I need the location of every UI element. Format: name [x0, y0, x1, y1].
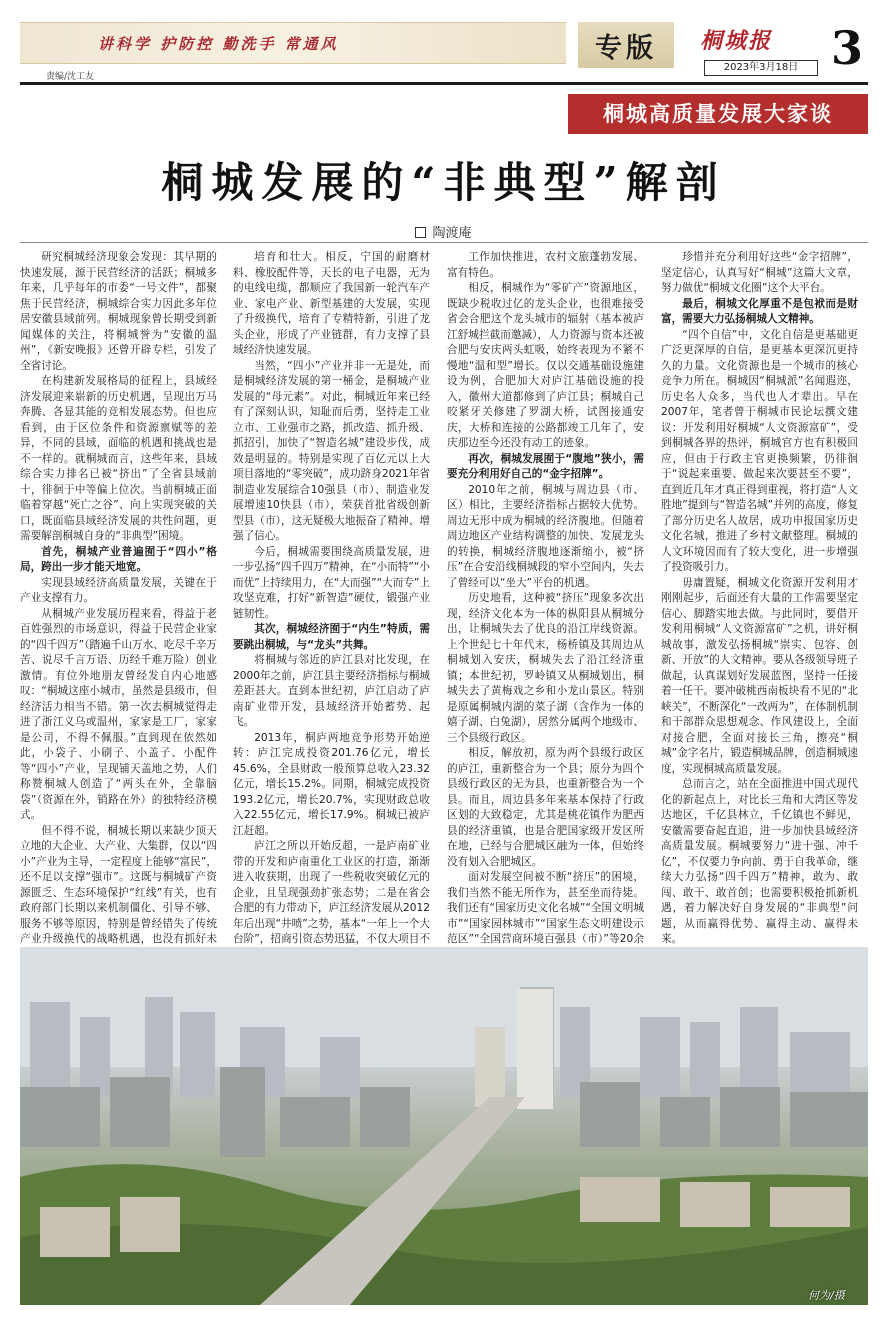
paragraph: 工作加快推进，农村文旅蓬勃发展、富有特色。	[447, 251, 644, 279]
paragraph: 但不得不说，桐城长期以来缺少顶天立地的大企业、大产业、大集群，仅以“四小”产业为主导，一定程度上能够“富民”，还不足以支撑“强市”。这既与桐城矿产资源匮乏、生态环境保护“红线”有关，也有政府部门长期以来机制僵化、引导不够、服务不够等原因，特别是曾经错失了传统产业升级换代的战略机遇，也没有抓好未	[20, 824, 217, 945]
article-title: 桐城发展的“非典型”解剖	[161, 158, 726, 207]
paragraph: 历史地看，这种被“挤压”现象多次出现，经济文化本为一体的枞阳县从桐城分出，让桐城失去了优良的沿江岸线资源。上个世纪七十年代末，杨桥镇及其周边从桐城划入安庆，桐城失去了沿江经济重镇；本世纪初，罗岭镇又从桐城划出，桐城失去了黄梅戏之乡和小龙山景区。特别是原属桐城内湖的菜子湖（含作为一体的嬉子湖、白兔湖），居然分属两个地级市、三个县级行政区。	[447, 592, 644, 744]
text-column-2	[233, 250, 430, 945]
paper-logo: 桐城报	[700, 28, 773, 54]
author-name: 陶渡庵	[432, 226, 472, 241]
paragraph: 再次，桐城发展囿于“腹地”狭小，需要充分利用好自己的“金字招牌”。	[447, 452, 644, 480]
paragraph: 在构建新发展格局的征程上，县域经济发展迎来崭新的历史机遇，呈现出万马奔腾、各显其能的竞相发展态势。但也应看到，由于区位条件和资源禀赋等的差异，不同的县域，面临的机遇和挑战也是不一样的。就桐城而言，这些年来，县域综合实力排名已被“挤出”了全省县域前十，徘徊于中等偏上位次。当前桐城正面临着穿越“死亡之谷”、向上实现突破的关口，既面临县域经济发展的共性问题，更需要解剖桐城自身的“非典型”困境。	[20, 375, 217, 542]
page-number: 3	[830, 21, 863, 75]
editor-credit: 责编/沈工友	[46, 72, 95, 82]
paragraph: 总而言之，站在全面推进中国式现代化的新起点上，对比长三角和大湾区等发达地区，千亿县林立，千亿镇也不鲜见，安徽需要奋起直追，进一步加快县域经济高质量发展。桐城要努力“进十强、冲千亿”，不仅要力争向前、勇于自我革命，继续大力弘扬“四千四万”精神，敢为、敢闯、敢干、敢首创；也需要积极抢抓新机遇，着力解决好自身发展的“非典型”问题，从而赢得优势、赢得主动、赢得未来。	[661, 778, 858, 945]
byline-box-icon	[415, 227, 426, 238]
issue-date: 2023年3月18日	[704, 60, 818, 76]
paragraph: 珍惜并充分利用好这些“金字招牌”，坚定信心，认真写好“桐城”这篇大文章，努力做优“桐城文化圈”这个大平台。	[661, 251, 858, 294]
paragraph: 今后，桐城需要围绕高质量发展，进一步弘扬“四千四万”精神，在“小而特”“小而优”上持续用力，在“大而强”“大而专”上攻坚克难，打好“新智造”硬仗，锻强产业链韧性。	[233, 545, 430, 620]
header-rule	[20, 82, 868, 85]
paragraph: 实现县域经济高质量发展，关键在于产业支撑有力。	[20, 576, 217, 604]
paragraph: 将桐城与邻近的庐江县对比发现，在2000年之前，庐江县主要经济指标与桐城差距甚大。直到本世纪初，庐江启动了庐南矿业带开发，县域经济开始蓄势、起飞。	[233, 654, 430, 728]
text-column-4	[661, 250, 858, 945]
city-skyline-illustration	[20, 947, 868, 1305]
section-label: 专版	[578, 22, 674, 68]
paragraph: 研究桐城经济现象会发现：其早期的快速发展，源于民营经济的活跃；桐城多年来，几乎每年的市委“一号文件”，都聚焦于民营经济，桐城综合实力因此多年位居安徽县域前列。桐城现象曾长期受到新闻媒体的关注，将桐城誉为“安徽的温州”，《新安晚报》还曾开辟专栏，引发了全省讨论。	[20, 251, 217, 372]
paragraph: 面对发展空间被不断“挤压”的困境，我们当然不能无所作为，甚至坐而待毙。我们还有“国家历史文化名城”“全国文明城市”“国家园林城市”“国家生态文明建设示范区”“全国营商环境百强县（市）”等20余	[447, 871, 644, 945]
paragraph: 相反，桐城作为“零矿产”资源地区，既缺少税收过亿的龙头企业，也很难接受省会合肥这个龙头城市的辐射（基本被庐江舒城拦截而邀减），人力资源与资本还被合肥与安庆两头虹吸，始终表现为不紧不慢地“温和型”增长。仅以交通基础设施建设为例，合肥加大对庐江基础设施的投入，徽州大道都修到了庐江县；桐城自己咬紧牙关修建了罗湖大桥，试图接通安庆，大桥和连接的公路都竣工几年了，安庆那边至今还没有动工的迹象。	[447, 282, 644, 449]
title-rule	[20, 242, 868, 243]
slogan: 讲科学 护防控 勤洗手 常通风	[98, 35, 339, 53]
text-column-3	[447, 250, 644, 945]
paragraph: 培育和壮大。相反，宁国的耐磨材料、橡胶配件等，天长的电子电器，无为的电线电缆，都顺应了我国新一轮汽车产业、家电产业、新型基建的大发展，实现了升级换代，培育了专精特新，引进了龙头企业，形成了产业链群，有力支撑了县域经济快速发展。	[233, 251, 430, 356]
paragraph: 首先，桐城产业普遍囿于“四小”格局，跨出一步才能天地宽。	[20, 545, 217, 573]
byline	[0, 222, 887, 241]
paragraph: 毋庸置疑，桐城文化资源开发利用才刚刚起步，后面还有大量的工作需要坚定信心、脚踏实地去做。与此同时，要借开发利用桐城“人文资源富矿”之机，讲好桐城故事，激发弘扬桐城“崇实、包容、创新、开放”的人文精神。要从各级领导班子做起，认真谋划好发展蓝图，坚持一任接着一任干。要冲破桃西南板块看不见的“北峡关”，不断深化“一改两为”，在体制机制和干部群众思想观念、作风建设上，全面对接合肥，全面对接长三角，擦亮“桐城”金字名片，锻造桐城品牌，创造桐城速度，实现桐城高质量发展。	[661, 576, 858, 775]
paragraph: 最后，桐城文化厚重不是包袱而是财富，需要大力弘扬桐城人文精神。	[661, 297, 858, 325]
paragraph: 从桐城产业发展历程来看，得益于老百姓强烈的市场意识，得益于民营企业家的“四千四万”（踏遍千山万水、吃尽千辛万苦、说尽千言万语、历经千难万险）创业激情。有位外地朋友曾经发自内心地感叹：“桐城这座小城市，虽然是县级市，但经济活力相当不错。第一次去桐城觉得走进了浙江义乌或温州，家家是工厂，家家是公司，不得不佩服。”直到现在依然如此，小袋子、小刷子、小盖子、小配件等“四小”产业，呈现铺天盖地之势，人们称赞桐城人创造了“两头在外，全靠脑袋”（资源在外，销路在外）的独特经济模式。	[20, 607, 217, 821]
paragraph: 2010年之前，桐城与周边县（市、区）相比，主要经济指标占据较大优势。周边无形中成为桐城的经济腹地。但随着周边地区产业结构调整的加快、发展龙头的转换，桐城经济腹地逐渐缩小，被“挤压”在合安沿线桐城段的窄小空间内，失去了曾经可以“坐大”平台的机遇。	[447, 483, 644, 589]
slogan-band	[20, 22, 566, 64]
paragraph: 当然，“四小”产业并非一无是处，而是桐城经济发展的第一桶金，是桐城产业发展的“母元素”。对此，桐城近年来已经有了深刻认识，知耻而后勇，坚持走工业立市、工业强市之路，抓改造、抓升级、抓招引，加快了“智造名城”建设步伐，成效是明显的。特别是实现了百亿元以上大项目落地的“零突破”，成功跻身2021年省制造业发展综合10强县（市）、制造业发展增速10快县（市），荣获首批省级创新型县（市），这无疑极大地振奋了精神、增强了信心。	[233, 359, 430, 542]
text-column-1	[20, 250, 217, 945]
photo-credit: 何为/摄	[808, 1289, 845, 1302]
paragraph: 相反，解放初，原为两个县级行政区的庐江，重新整合为一个县；原分为四个县级行政区的无为县，也重新整合为一个县。而且，周边县多年来基本保持了行政区划的大致稳定，尤其是桃花镇作为肥西县的经济重镇，也是合肥国家级开发区所在地，已经与合肥城区融为一体，但始终没有划入合肥城区。	[447, 747, 644, 868]
column-banner: 桐城高质量发展大家谈	[568, 94, 868, 134]
paragraph: 庐江之所以开始反超，一是庐南矿业带的开发和庐南重化工业区的打造，渐渐进入收获期，出现了一些税收突破亿元的企业，且呈现强劲扩张态势；二是在省会合肥的有力带动下，庐江经济发展从2012年后出现“井喷”之势，基本“一年上一个大台阶”，招商引资态势迅猛，不仅大项目不	[233, 840, 430, 945]
masthead	[0, 0, 887, 86]
paragraph: “四个自信”中，文化自信是更基础更广泛更深厚的自信，是更基本更深沉更持久的力量。文化资源也是一个城市的核心竞争力所在。桐城因“桐城派”名闻遐迩，历史名人众多，当代也人才辈出。早在2007年，笔者曾于桐城市民论坛撰文建议：开发利用好桐城“人文资源富矿”，受到桐城各界的热评，桐城官方也有积极回应，但由于行政主官更换频繁，仍徘徊于“说起来重要、做起来次要甚至不要”，直到近几年才真正得到重视，将打造“人文胜地”提到与“智造名城”并列的高度，修复了部分历史名人故居，成功申报国家历史文化名城，推进了乡村文献整理。桐城的人文环境因而有了较大变化，进一步增强了投资吸引力。	[661, 328, 858, 573]
city-aerial-photo	[20, 947, 868, 1305]
paragraph: 其次，桐城经济囿于“内生”特质，需要跳出桐城，与“龙头”共舞。	[233, 623, 430, 651]
paragraph: 2013年，桐庐两地竞争形势开始逆转：庐江完成投资201.76亿元，增长45.6%，全县财政一般预算总收入23.32亿元，增长15.2%。同期，桐城完成投资193.2亿元，增长20.7%，实现财政总收入22.55亿元，增长17.9%。桐城已被庐江赶超。	[233, 731, 430, 837]
